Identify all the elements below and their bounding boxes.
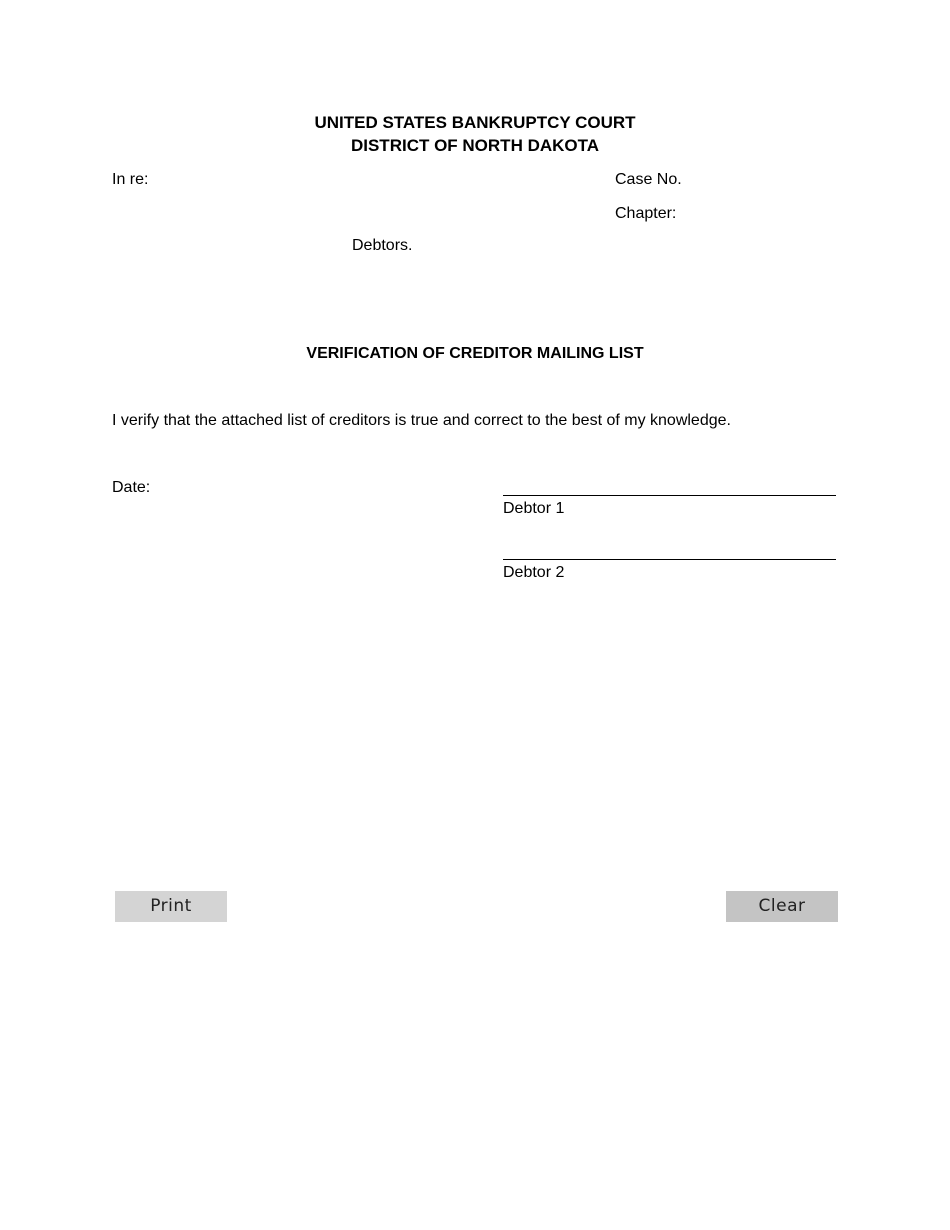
court-name: UNITED STATES BANKRUPTCY COURT — [314, 113, 636, 132]
form-title: VERIFICATION OF CREDITOR MAILING LIST — [306, 345, 644, 362]
debtor-1-label: Debtor 1 — [503, 500, 565, 517]
in-re-label: In re: — [112, 171, 149, 188]
print-button[interactable]: Print — [115, 891, 227, 922]
date-label: Date: — [112, 479, 151, 496]
debtors-label: Debtors. — [352, 237, 413, 254]
case-number-label: Case No. — [615, 171, 682, 188]
debtor-2-label: Debtor 2 — [503, 564, 565, 581]
verification-statement: I verify that the attached list of creditors is true and correct to the best of my knowledge. — [112, 412, 731, 429]
chapter-label: Chapter: — [615, 205, 677, 222]
court-district: DISTRICT OF NORTH DAKOTA — [350, 136, 600, 155]
clear-button[interactable]: Clear — [726, 891, 838, 922]
signature-line-debtor-2 — [503, 559, 836, 560]
signature-line-debtor-1 — [503, 495, 836, 496]
